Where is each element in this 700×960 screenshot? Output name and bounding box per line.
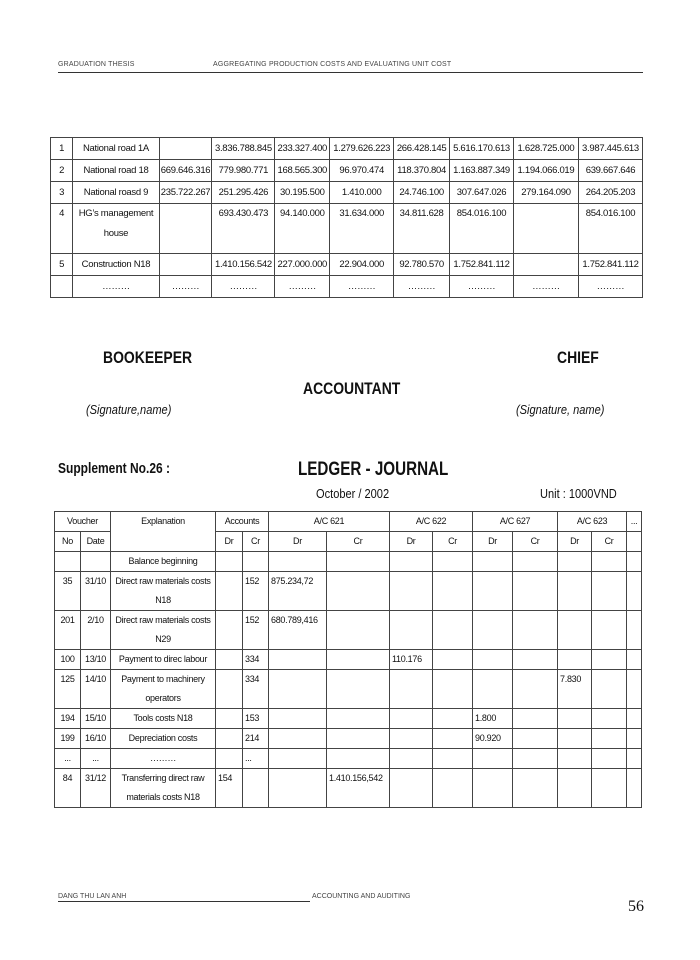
ledger-cell-date [81, 552, 111, 572]
summary-cell: 1.163.887.349 [450, 160, 514, 182]
ledger-cell-c627cr [513, 769, 558, 808]
page-number: 56 [628, 898, 644, 915]
ledger-cell-c622cr [433, 650, 473, 670]
ledger-cell-c621cr [327, 650, 390, 670]
bookeeper-signature-note: (Signature,name) [86, 402, 172, 417]
summary-cell: 94.140.000 [275, 204, 330, 254]
ledger-cell-c623dr [558, 729, 592, 749]
chief-signature-note: (Signature, name) [516, 402, 605, 417]
summary-cell: 854.016.100 [450, 204, 514, 254]
ledger-cell-c621cr [327, 749, 390, 769]
summary-item-name: National road 1A [73, 138, 159, 160]
bookeeper-label: BOOKEEPER [103, 348, 193, 367]
ledger-cell-date: 2/10 [81, 611, 111, 650]
ledger-cell-c623cr [592, 611, 627, 650]
ledger-header-row-1 [55, 512, 642, 532]
ledger-journal-table [54, 511, 642, 808]
ledger-cell-cr: 153 [243, 709, 269, 729]
summary-cell: 251.295.426 [212, 182, 275, 204]
ledger-cell-c622cr [433, 572, 473, 611]
ledger-cell-no: 84 [55, 769, 81, 808]
accounts-dr-header: Dr [216, 532, 243, 552]
summary-cell: 266.428.145 [394, 138, 450, 160]
accounts-cr-header: Cr [243, 532, 269, 552]
ledger-cell-dr [216, 670, 243, 709]
ledger-cell-cr: 334 [243, 650, 269, 670]
accounts-header: Accounts [216, 512, 269, 532]
ledger-cell-more [627, 729, 642, 749]
summary-cell: 1.410.156.542 [212, 254, 275, 276]
supplement-label: Supplement No.26 : [58, 460, 171, 477]
ledger-cell-expl: Balance beginning [111, 552, 216, 572]
summary-row [51, 138, 643, 160]
summary-row [51, 182, 643, 204]
ledger-cell-cr: 214 [243, 729, 269, 749]
footer-author-line [58, 893, 310, 902]
ledger-row [55, 552, 642, 572]
ledger-cell-c621cr [327, 552, 390, 572]
ledger-month: October / 2002 [316, 486, 390, 501]
explanation-header: Explanation [111, 512, 216, 552]
ledger-cell-c621cr [327, 611, 390, 650]
summary-row-index: 5 [51, 254, 73, 276]
summary-row-index: 1 [51, 138, 73, 160]
ac622-cr-header: Cr [433, 532, 473, 552]
ledger-cell-c627dr [473, 749, 513, 769]
ledger-cell-dr [216, 552, 243, 572]
ledger-cell-c622dr [390, 670, 433, 709]
ledger-cell-c622dr [390, 552, 433, 572]
summary-cell: ……… [394, 276, 450, 298]
ledger-cell-expl: Payment to direc labour [111, 650, 216, 670]
ledger-cell-c621dr: 875.234,72 [269, 572, 327, 611]
summary-cell: 96.970.474 [330, 160, 394, 182]
ledger-cell-c623dr: 7.830 [558, 670, 592, 709]
summary-row-index: 4 [51, 204, 73, 254]
header-topic-label: AGGREGATING PRODUCTION COSTS AND EVALUATING UNIT COST [213, 61, 452, 68]
ledger-cell-c623cr [592, 552, 627, 572]
summary-cell: 34.811.628 [394, 204, 450, 254]
ledger-cell-cr: ... [243, 749, 269, 769]
ledger-cell-cr [243, 552, 269, 572]
more-columns-subheader [627, 532, 642, 552]
ledger-row [55, 572, 642, 611]
summary-cell: 1.628.725.000 [513, 138, 578, 160]
ledger-cell-c621cr [327, 572, 390, 611]
ledger-cell-date: 16/10 [81, 729, 111, 749]
ledger-cell-expl: Direct raw materials costs N29 [111, 611, 216, 650]
summary-cell: 235.722.267 [159, 182, 212, 204]
ledger-cell-c622dr [390, 572, 433, 611]
summary-cell: 92.780.570 [394, 254, 450, 276]
summary-item-name: HG’s management house [73, 204, 159, 254]
ledger-cell-c627cr [513, 709, 558, 729]
summary-cell: 307.647.026 [450, 182, 514, 204]
ledger-cell-no: 100 [55, 650, 81, 670]
summary-row [51, 160, 643, 182]
ledger-cell-more [627, 749, 642, 769]
ledger-cell-c621cr: 1.410.156,542 [327, 769, 390, 808]
summary-row [51, 276, 643, 298]
summary-cell: ……… [450, 276, 514, 298]
summary-cell: 1.194.066.019 [513, 160, 578, 182]
summary-cell: 118.370.804 [394, 160, 450, 182]
ledger-cell-c621cr [327, 670, 390, 709]
ledger-cell-date: 31/10 [81, 572, 111, 611]
ledger-cell-c627dr: 90.920 [473, 729, 513, 749]
ledger-cell-date: 31/12 [81, 769, 111, 808]
ledger-cell-dr [216, 709, 243, 729]
ledger-cell-c627dr: 1.800 [473, 709, 513, 729]
ledger-cell-c621dr [269, 709, 327, 729]
ledger-cell-c627cr [513, 552, 558, 572]
ledger-cell-c623cr [592, 709, 627, 729]
ledger-cell-c623dr [558, 552, 592, 572]
ac621-dr-header: Dr [269, 532, 327, 552]
ledger-cell-date: ... [81, 749, 111, 769]
ledger-cell-c622cr [433, 729, 473, 749]
ledger-cell-c627cr [513, 670, 558, 709]
ledger-row [55, 729, 642, 749]
ledger-cell-c622dr [390, 749, 433, 769]
ledger-cell-c623dr [558, 749, 592, 769]
ac627-cr-header: Cr [513, 532, 558, 552]
ledger-cell-dr: 154 [216, 769, 243, 808]
ledger-cell-c621dr [269, 552, 327, 572]
ledger-cell-c622cr [433, 670, 473, 709]
summary-row-index: 2 [51, 160, 73, 182]
ledger-cell-more [627, 769, 642, 808]
summary-row [51, 204, 643, 254]
ledger-cell-cr: 334 [243, 670, 269, 709]
ledger-cell-more [627, 650, 642, 670]
summary-cell [159, 254, 212, 276]
ledger-cell-c621dr [269, 729, 327, 749]
summary-cell: 279.164.090 [513, 182, 578, 204]
summary-cell: 24.746.100 [394, 182, 450, 204]
ledger-cell-more [627, 670, 642, 709]
summary-item-name: National road 18 [73, 160, 159, 182]
ledger-cell-c623dr [558, 709, 592, 729]
ledger-cell-c621cr [327, 709, 390, 729]
summary-cell: ……… [212, 276, 275, 298]
ledger-cell-c621dr: 680.789,416 [269, 611, 327, 650]
ledger-cell-expl: Depreciation costs [111, 729, 216, 749]
ledger-cell-c623cr [592, 670, 627, 709]
more-columns-header: ... [627, 512, 642, 532]
ledger-cell-dr [216, 729, 243, 749]
summary-row-index [51, 276, 73, 298]
ledger-cell-more [627, 709, 642, 729]
summary-cell: 30.195.500 [275, 182, 330, 204]
ac623-dr-header: Dr [558, 532, 592, 552]
ledger-row [55, 670, 642, 709]
ledger-cell-expl: ……… [111, 749, 216, 769]
summary-cell: ……… [275, 276, 330, 298]
summary-cell [513, 204, 578, 254]
no-header: No [55, 532, 81, 552]
summary-cell: 3.987.445.613 [578, 138, 642, 160]
ledger-cell-c621dr [269, 769, 327, 808]
ledger-cell-c627dr [473, 670, 513, 709]
ledger-cell-c622dr [390, 709, 433, 729]
summary-cell: 639.667.646 [578, 160, 642, 182]
page-header [58, 58, 643, 73]
summary-cell: 264.205.203 [578, 182, 642, 204]
summary-cell [159, 138, 212, 160]
ledger-cell-dr [216, 611, 243, 650]
summary-cell: ……… [578, 276, 642, 298]
ledger-cell-c623cr [592, 729, 627, 749]
ac622-dr-header: Dr [390, 532, 433, 552]
ledger-title: LEDGER - JOURNAL [298, 459, 449, 480]
ac621-header: A/C 621 [269, 512, 390, 532]
ledger-cell-c627dr [473, 552, 513, 572]
summary-cost-table [50, 137, 643, 298]
ledger-cell-c627cr [513, 650, 558, 670]
ledger-cell-c623cr [592, 749, 627, 769]
ledger-cell-c627dr [473, 650, 513, 670]
summary-cell: 854.016.100 [578, 204, 642, 254]
ac621-cr-header: Cr [327, 532, 390, 552]
summary-cell: ……… [330, 276, 394, 298]
ledger-cell-no: 199 [55, 729, 81, 749]
ledger-cell-cr: 152 [243, 611, 269, 650]
ledger-row [55, 749, 642, 769]
ledger-cell-c623dr [558, 769, 592, 808]
date-header: Date [81, 532, 111, 552]
ledger-cell-c622dr: 110.176 [390, 650, 433, 670]
summary-row-index: 3 [51, 182, 73, 204]
ledger-cell-c623dr [558, 572, 592, 611]
ledger-cell-c622dr [390, 769, 433, 808]
summary-item-name: ……… [73, 276, 159, 298]
footer-department: ACCOUNTING AND AUDITING [312, 893, 411, 900]
ledger-cell-c621dr [269, 749, 327, 769]
ledger-cell-c621dr [269, 670, 327, 709]
footer-author: DANG THU LAN ANH [58, 893, 127, 900]
ledger-cell-c622cr [433, 769, 473, 808]
summary-item-name: National roasd 9 [73, 182, 159, 204]
ledger-cell-date: 13/10 [81, 650, 111, 670]
ledger-cell-more [627, 611, 642, 650]
ledger-cell-more [627, 572, 642, 611]
ledger-cell-expl: Tools costs N18 [111, 709, 216, 729]
ledger-row [55, 611, 642, 650]
ledger-cell-cr: 152 [243, 572, 269, 611]
ledger-cell-no: 201 [55, 611, 81, 650]
ledger-cell-dr [216, 572, 243, 611]
summary-cell [513, 254, 578, 276]
ledger-cell-c622cr [433, 749, 473, 769]
ac623-cr-header: Cr [592, 532, 627, 552]
ledger-cell-cr [243, 769, 269, 808]
summary-cell: ……… [159, 276, 212, 298]
ledger-row [55, 650, 642, 670]
ledger-cell-c622cr [433, 611, 473, 650]
ledger-cell-c627cr [513, 749, 558, 769]
ledger-cell-c623dr [558, 650, 592, 670]
header-thesis-label: GRADUATION THESIS [58, 61, 135, 68]
summary-cell: 669.646.316 [159, 160, 212, 182]
ledger-row [55, 709, 642, 729]
ledger-cell-expl: Direct raw materials costs N18 [111, 572, 216, 611]
ledger-cell-more [627, 552, 642, 572]
summary-cell: 22.904.000 [330, 254, 394, 276]
summary-cell: 779.980.771 [212, 160, 275, 182]
ledger-cell-c623dr [558, 611, 592, 650]
summary-cell: 31.634.000 [330, 204, 394, 254]
ledger-cell-dr [216, 650, 243, 670]
ledger-cell-c627cr [513, 729, 558, 749]
voucher-header: Voucher [55, 512, 111, 532]
ledger-cell-c622dr [390, 729, 433, 749]
ledger-cell-date: 15/10 [81, 709, 111, 729]
ac627-dr-header: Dr [473, 532, 513, 552]
summary-cell: ……… [513, 276, 578, 298]
ledger-cell-c622cr [433, 709, 473, 729]
summary-cell: 1.410.000 [330, 182, 394, 204]
ledger-cell-c627cr [513, 611, 558, 650]
ledger-cell-c623cr [592, 572, 627, 611]
ledger-cell-no: ... [55, 749, 81, 769]
ledger-row [55, 769, 642, 808]
summary-cell: 168.565.300 [275, 160, 330, 182]
summary-row [51, 254, 643, 276]
summary-cell: 1.752.841.112 [578, 254, 642, 276]
ledger-cell-c623cr [592, 769, 627, 808]
summary-cell: 1.752.841.112 [450, 254, 514, 276]
ledger-unit: Unit : 1000VND [540, 486, 617, 501]
ledger-cell-expl: Payment to machinery operators [111, 670, 216, 709]
ledger-cell-c621cr [327, 729, 390, 749]
ledger-cell-c622cr [433, 552, 473, 572]
ledger-cell-no [55, 552, 81, 572]
summary-cell: 1.279.626.223 [330, 138, 394, 160]
ac622-header: A/C 622 [390, 512, 473, 532]
summary-item-name: Construction N18 [73, 254, 159, 276]
ledger-cell-c627dr [473, 611, 513, 650]
summary-cell [159, 204, 212, 254]
ledger-cell-expl: Transferring direct raw materials costs N18 [111, 769, 216, 808]
ledger-cell-c627cr [513, 572, 558, 611]
summary-cell: 5.616.170.613 [450, 138, 514, 160]
chief-label: CHIEF [557, 348, 599, 367]
ac623-header: A/C 623 [558, 512, 627, 532]
summary-cell: 233.327.400 [275, 138, 330, 160]
ledger-cell-dr [216, 749, 243, 769]
ledger-cell-c627dr [473, 769, 513, 808]
accountant-label: ACCOUNTANT [303, 379, 401, 398]
ledger-cell-c627dr [473, 572, 513, 611]
summary-cell: 227.000.000 [275, 254, 330, 276]
ledger-cell-c622dr [390, 611, 433, 650]
ledger-cell-no: 194 [55, 709, 81, 729]
summary-cell: 3.836.788.845 [212, 138, 275, 160]
ledger-cell-date: 14/10 [81, 670, 111, 709]
ledger-cell-no: 35 [55, 572, 81, 611]
ledger-cell-c623cr [592, 650, 627, 670]
ac627-header: A/C 627 [473, 512, 558, 532]
summary-cell: 693.430.473 [212, 204, 275, 254]
ledger-cell-no: 125 [55, 670, 81, 709]
ledger-cell-c621dr [269, 650, 327, 670]
